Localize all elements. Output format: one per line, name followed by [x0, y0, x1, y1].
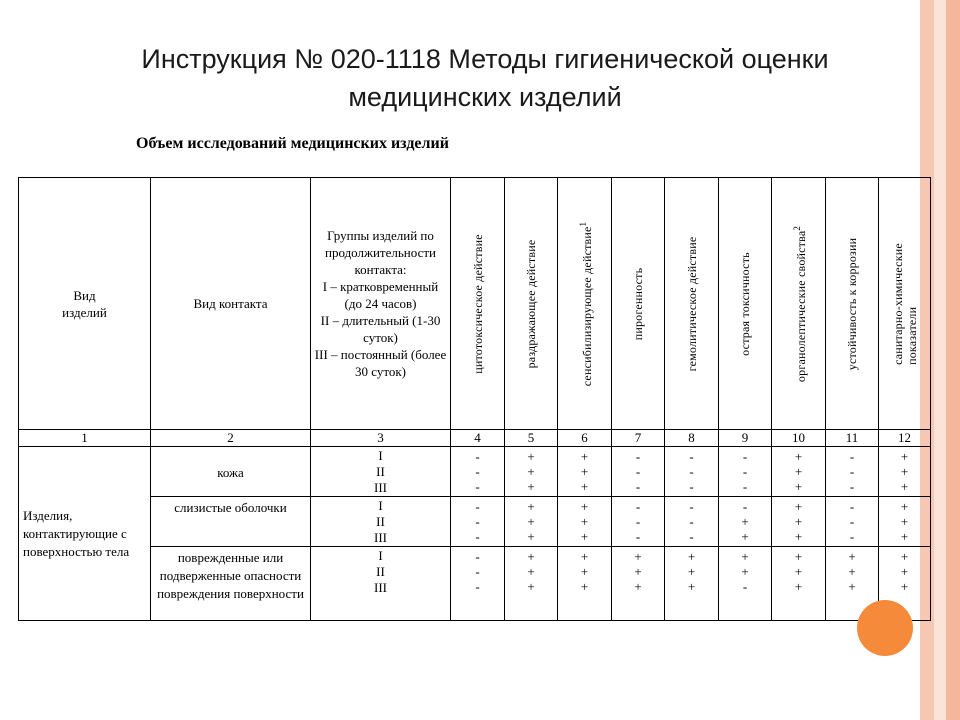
header-col-4	[451, 178, 505, 430]
header-col-6-footnote: 1	[577, 221, 588, 226]
value-mark: -	[475, 464, 480, 479]
column-number-3: 3	[311, 430, 451, 447]
value-mark: +	[794, 464, 803, 479]
header-col-8	[665, 178, 719, 430]
value-cell	[665, 547, 719, 621]
group-cell: I II III	[311, 497, 451, 547]
value-mark: +	[580, 464, 589, 479]
value-mark: -	[689, 514, 694, 529]
header-col-4-label: цитотоксическое действие	[470, 233, 485, 374]
value-mark: -	[742, 464, 748, 479]
value-mark: -	[742, 479, 748, 494]
value-mark: +	[741, 529, 749, 544]
value-mark: +	[580, 564, 589, 579]
value-cell	[826, 497, 879, 547]
header-col-7-label: пирогенность	[631, 267, 645, 340]
header-contact-type-label: Вид контакта	[193, 296, 268, 311]
value-mark: -	[689, 464, 694, 479]
value-cell	[826, 447, 879, 497]
header-col-11-label: устойчивость к коррозии	[845, 237, 859, 370]
value-mark: -	[635, 529, 641, 544]
value-mark: +	[687, 579, 696, 594]
value-mark: +	[580, 549, 589, 564]
value-mark: +	[794, 564, 803, 579]
value-mark: -	[475, 549, 480, 564]
value-mark: +	[794, 514, 803, 529]
value-mark: -	[849, 529, 855, 544]
header-col-8-label: гемолитическое действие	[684, 236, 699, 371]
value-cell	[879, 497, 931, 547]
value-mark: +	[900, 464, 909, 479]
header-col-5	[505, 178, 558, 430]
product-type-cell: Изделия, контактирующие с поверхностью тела	[19, 447, 151, 621]
contact-type-cell: слизистые оболочки	[151, 497, 311, 547]
contact-type-cell: кожа	[151, 447, 311, 497]
column-number-6: 6	[558, 430, 612, 447]
value-mark: +	[794, 549, 803, 564]
contact-type-cell: поврежденные или подверженные опасности повреждения поверхности	[151, 547, 311, 621]
value-mark: -	[849, 499, 855, 514]
value-mark: -	[635, 514, 641, 529]
value-mark: +	[580, 529, 589, 544]
value-mark: -	[475, 529, 480, 544]
column-number-1: 1	[19, 430, 151, 447]
value-mark: +	[741, 549, 749, 564]
value-mark: +	[527, 579, 535, 594]
group-cell: I II III	[311, 447, 451, 497]
header-col-10-label: органолептические свойства$^2$	[791, 225, 808, 382]
table-row	[19, 447, 931, 497]
orange-circle-decoration	[857, 600, 913, 656]
header-col-6	[558, 178, 612, 430]
value-mark: +	[527, 499, 535, 514]
value-mark: -	[475, 479, 480, 494]
value-mark: +	[900, 529, 909, 544]
value-cell	[772, 547, 826, 621]
value-mark: +	[794, 479, 803, 494]
value-cell	[665, 497, 719, 547]
value-mark: +	[527, 564, 535, 579]
value-cell	[719, 497, 772, 547]
value-mark: +	[580, 514, 589, 529]
value-mark: +	[900, 564, 909, 579]
value-mark: -	[475, 579, 480, 594]
column-number-12: 12	[879, 430, 931, 447]
value-mark: +	[741, 514, 749, 529]
value-mark: -	[635, 479, 641, 494]
value-cell	[451, 447, 505, 497]
value-mark: +	[580, 579, 589, 594]
value-mark: -	[635, 449, 641, 464]
column-number-4: 4	[451, 430, 505, 447]
header-product-type	[19, 178, 151, 430]
value-mark: -	[635, 464, 641, 479]
value-mark: +	[527, 549, 535, 564]
value-mark: +	[527, 479, 535, 494]
value-mark: +	[741, 564, 749, 579]
value-mark: +	[580, 479, 589, 494]
header-col-11	[826, 178, 879, 430]
value-mark: -	[689, 479, 694, 494]
value-mark: +	[794, 579, 803, 594]
value-cell	[612, 547, 665, 621]
value-mark: +	[848, 579, 856, 594]
value-mark: +	[687, 564, 696, 579]
value-mark: +	[580, 449, 589, 464]
header-contact-type	[151, 178, 311, 430]
value-mark: -	[742, 499, 748, 514]
value-cell	[451, 547, 505, 621]
value-mark: -	[475, 499, 480, 514]
value-cell	[505, 447, 558, 497]
value-mark: -	[689, 499, 694, 514]
value-mark: +	[634, 579, 642, 594]
value-cell	[719, 547, 772, 621]
header-col-9	[719, 178, 772, 430]
header-col-10-footnote: 2	[791, 225, 802, 231]
value-mark: -	[849, 464, 855, 479]
value-cell	[719, 447, 772, 497]
value-cell	[451, 497, 505, 547]
column-number-11: 11	[826, 430, 879, 447]
column-number-9: 9	[719, 430, 772, 447]
value-mark: +	[848, 549, 856, 564]
value-cell	[772, 497, 826, 547]
value-mark: +	[527, 514, 535, 529]
value-mark: +	[900, 579, 909, 594]
column-number-2: 2	[151, 430, 311, 447]
value-mark: +	[687, 549, 696, 564]
value-mark: -	[849, 449, 855, 464]
slide-title-line-2: медицинских изделий	[348, 82, 622, 112]
value-cell	[665, 447, 719, 497]
column-number-5: 5	[505, 430, 558, 447]
value-cell	[558, 497, 612, 547]
value-mark: +	[900, 499, 909, 514]
value-mark: -	[689, 449, 694, 464]
value-cell	[505, 547, 558, 621]
column-number-8: 8	[665, 430, 719, 447]
value-mark: +	[634, 549, 642, 564]
value-mark: +	[900, 514, 909, 529]
value-mark: +	[527, 464, 535, 479]
slide-title-line-1: Инструкция № 020-1118 Методы гигиенической оценки	[141, 44, 829, 74]
column-number-row	[19, 430, 931, 447]
value-cell	[558, 547, 612, 621]
header-groups-label: Группы изделий по продолжительности контакта: I – кратковременный (до 24 часов) II – длительный (1-30 суток) III – постоянный (более 30 суток)	[314, 228, 447, 379]
column-number-10: 10	[772, 430, 826, 447]
value-mark: +	[794, 499, 803, 514]
value-cell	[612, 447, 665, 497]
value-mark: -	[849, 514, 855, 529]
value-mark: -	[849, 479, 855, 494]
value-mark: +	[794, 449, 803, 464]
header-col-5-label: раздражающее действие	[524, 239, 538, 368]
value-mark: -	[475, 449, 480, 464]
slide-title	[60, 40, 910, 116]
study-scope-table	[18, 177, 931, 621]
table-row	[19, 497, 931, 547]
value-mark: -	[475, 564, 480, 579]
header-product-type-label: Вид изделий	[62, 287, 107, 320]
value-mark: +	[527, 449, 535, 464]
header-groups	[311, 178, 451, 430]
column-number-7: 7	[612, 430, 665, 447]
value-cell	[558, 447, 612, 497]
value-mark: +	[580, 499, 589, 514]
value-mark: -	[742, 449, 748, 464]
stripe-2	[934, 0, 946, 720]
table-caption: Объем исследований медицинских изделий	[136, 135, 449, 152]
value-mark: +	[900, 479, 909, 494]
value-mark: -	[742, 579, 748, 594]
value-mark: +	[527, 529, 535, 544]
value-mark: -	[635, 499, 641, 514]
header-col-12-label: санитарно-химические показатели	[890, 242, 919, 365]
value-mark: +	[794, 529, 803, 544]
table-row	[19, 547, 931, 621]
header-col-7	[612, 178, 665, 430]
header-col-6-label: сенсибилизирующее действие$^1$	[577, 221, 594, 386]
group-cell: I II III	[311, 547, 451, 621]
value-mark: +	[634, 564, 642, 579]
value-mark: +	[900, 549, 909, 564]
header-row	[19, 178, 931, 430]
value-cell	[772, 447, 826, 497]
value-mark: +	[900, 449, 909, 464]
value-cell	[612, 497, 665, 547]
header-col-12	[879, 178, 931, 430]
value-mark: -	[475, 514, 480, 529]
value-cell	[505, 497, 558, 547]
value-mark: -	[689, 529, 694, 544]
value-cell	[879, 447, 931, 497]
stripe-3	[946, 0, 960, 720]
header-col-9-label: острая токсичность	[738, 251, 752, 356]
header-col-10	[772, 178, 826, 430]
value-mark: +	[848, 564, 856, 579]
